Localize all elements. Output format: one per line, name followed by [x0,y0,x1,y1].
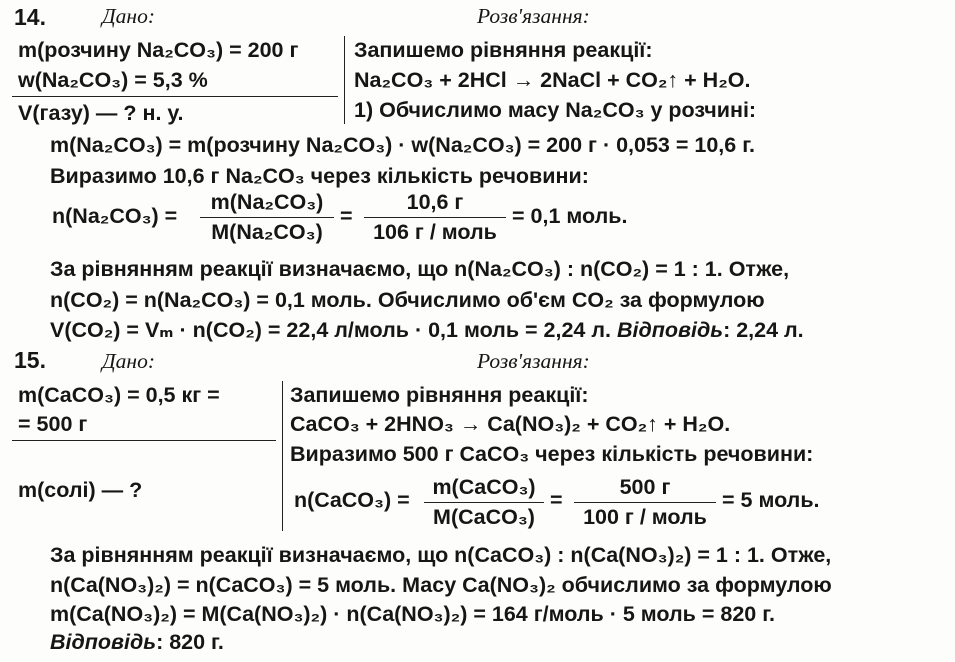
problem-14-separator [344,36,345,124]
problem-14-fraction-symbolic [200,192,334,243]
problem-14-ratio-line: За рівнянням реакції визначаємо, що n(Na₂CO₃) : n(CO₂) = 1 : 1. Отже, [50,257,790,281]
problem-15-find: m(солі) — ? [18,478,143,502]
fraction-numerator: m(CaCO₃) [424,477,544,503]
problem-15-given-divider [12,440,276,441]
fraction-denominator: M(Na₂CO₃) [211,219,323,244]
problem-14-given-line-1: m(розчину Na₂CO₃) = 200 г [18,38,299,62]
fraction-numerator: 500 г [574,477,716,503]
problem-15-fraction-numeric [574,477,716,528]
problem-14-given-divider [12,96,338,97]
problem-15-ratio-line: За рівнянням реакції визначаємо, що n(CaCO₃) : n(Ca(NO₃)₂) = 1 : 1. Отже, [50,543,832,567]
problem-15-amount-line: n(Ca(NO₃)₂) = n(CaCO₃) = 5 моль. Масу Ca(NO₃)₂ обчислимо за формулою [50,573,832,597]
problem-14-given-label: Дано: [102,4,156,28]
problem-14-solution-step-1: 1) Обчислимо масу Na₂CO₃ у розчині: [354,98,757,122]
answer-value: : 2,24 л. [723,318,804,342]
problem-15-given-line-2: = 500 г [18,412,88,436]
fraction-denominator: 100 г / моль [583,504,707,529]
problem-14-fraction-numeric [364,192,506,243]
problem-14-mass-calc: m(Na₂CO₃) = m(розчину Na₂CO₃) · w(Na₂CO₃) = 200 г · 0,053 = 10,6 г. [50,133,755,157]
answer-label: Відповідь [616,318,724,342]
answer-label: Відповідь [50,630,157,654]
problem-14-formula-result: = 0,1 моль. [512,204,628,228]
problem-15-given-label: Дано: [102,349,156,373]
problem-15-answer [50,632,224,654]
problem-15-mass-line: m(Ca(NO₃)₂) = M(Ca(NO₃)₂) · n(Ca(NO₃)₂) = 164 г/моль · 5 моль = 820 г. [50,602,775,626]
problem-14-given-line-2: w(Na₂CO₃) = 5,3 % [18,68,208,92]
fraction-numerator: 10,6 г [364,192,506,218]
problem-14-formula-lhs: n(Na₂CO₃) = [52,204,178,228]
problem-15-separator [282,381,283,531]
answer-value: : 820 г. [156,630,224,654]
problem-15-given-line-1: m(CaCO₃) = 0,5 кг = [18,383,220,407]
problem-15-fraction-symbolic [424,477,544,528]
problem-15-formula-lhs: n(CaCO₃) = [294,488,410,512]
problem-14-solution-line-1: Запишемо рівняння реакції: [354,38,653,62]
problem-14-solution-label: Розв'язання: [477,4,590,28]
problem-14-find: V(газу) — ? н. у. [18,101,184,125]
problem-14-amount-line: n(CO₂) = n(Na₂CO₃) = 0,1 моль. Обчислимо об'єм CO₂ за формулою [50,288,765,312]
problem-15-equation: CaCO₃ + 2HNO₃ → Ca(NO₃)₂ + CO₂↑ + H₂O. [290,412,731,436]
problem-15-solution-label: Розв'язання: [477,349,590,373]
equals-sign: = [340,204,353,228]
problem-15-number: 15. [14,347,46,373]
problem-14-volume-line: V(CO₂) = Vₘ · n(CO₂) = 22,4 л/моль · 0,1 моль = 2,24 л. Відповідь: 2,24 л. [50,318,804,342]
problem-15-formula-result: = 5 моль. [722,488,820,512]
problem-14-number: 14. [14,4,46,30]
problem-15-amount-intro: Виразимо 500 г CaCO₃ через кількість речовини: [290,442,814,466]
fraction-denominator: M(CaCO₃) [433,504,535,529]
problem-14-equation: Na₂CO₃ + 2HCl → 2NaCl + CO₂↑ + H₂O. [354,68,751,92]
fraction-denominator: 106 г / моль [373,219,497,244]
equals-sign: = [550,488,563,512]
problem-14-amount-intro: Виразимо 10,6 г Na₂CO₃ через кількість речовини: [50,164,589,188]
problem-15-solution-line-1: Запишемо рівняння реакції: [290,383,589,407]
fraction-numerator: m(Na₂CO₃) [200,192,334,218]
